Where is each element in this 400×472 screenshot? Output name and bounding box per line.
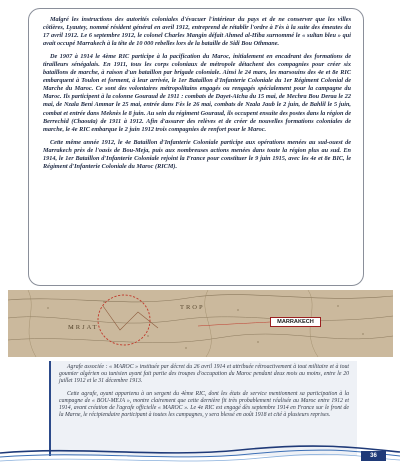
map-label-trop: TROP: [180, 304, 205, 311]
paragraph-3: Cette même année 1912, le 4e Bataillon d'Infanterie Coloniale participe aux opérations menées au sud-ouest de Marrakech près de l'oasis de Bou-Meja, puis aux nombreuses actions menées dans toute la région plus au sud. En 1914, le 1er Bataillon d'Infanterie Coloniale rejoint la France pour constituer le 9 juin 1915, avec les 4e et 8e BIC, le Régiment d'Infanterie Coloniale du Maroc (RICM).: [43, 138, 351, 170]
paragraph-1: Malgré les instructions des autorités coloniales d'évacuer l'intérieur du pays et de ne conserver que les villes côtières, Lyautey, nommé résident général en avril 1912, entreprend de rétablir l'ordre à Fès à la suite des émeutes du 17 avril 1912. Le 6 septembre 1912, le colonel Charles Mangin défait Ahmed al-Hiba surnommé le « sultan bleu » qui avait occupé Marrakech à la tête de 10 000 rebelles lors de la bataille de Sidi Bou Othmane.: [43, 16, 351, 48]
map-excerpt: [8, 290, 393, 357]
map-drawing: [8, 290, 393, 357]
main-text-box: [28, 8, 364, 286]
marrakech-label: MARRAKECH: [270, 317, 321, 327]
note-paragraph-2: Cette agrafe, ayant appartenu à un sergent du 4ème RIC, dont les états de service mentionnent sa participation à la campagne de « BOU-MEJA », montre clairement que cette dernière fit très probablement réalisée au Maroc entre 1912 et 1914, avant création de l'agrafe officielle « MAROC ». Le 4e RIC est engagé dès septembre 1914 en France sur le front de la Marne, le récipiendaire participant à toutes les campagnes, y sera blessé en août 1918 et cité à plusieurs reprises.: [59, 390, 349, 419]
page-footer: [0, 440, 400, 467]
page-number: 36: [361, 451, 386, 461]
map-label-mrjat: MRJAT: [68, 324, 99, 331]
footer-waves: [0, 440, 400, 467]
paragraph-2: De 1907 à 1914 le 4ème RIC participe à la pacification du Maroc, initialement en encadrant des formations de tirailleurs sénégalais. En 1911, tous les corps coloniaux de métropole détachent des compagnies pour créer six bataillons de marche, à raison d'un bataillon par brigade coloniale. Ainsi le 24 mars, les marsouins des 4e et 8e RIC embarquent à Toulon et forment, à leur arrivée, le 1er Bataillon d'Infanterie Coloniale du 1er Régiment Colonial de Marche du Maroc. Ce sont des volontaires métropolitains engagés ou rengagés spécialement pour la campagne du Maroc. Ils participent à la colonne Gouraud de 1911 : combats de Dayet-Aïcha du 15 mai, de Mechra Bou Deraa le 22 mai, de Nzala Beni Ammar le 25 mai, entrée dans Fès le 26 mai, combats de Nzala Jaub le 2 juin, de Bahlil le 5 juin, combat et entrée dans Meknès le 8 juin. Au sein du régiment Gouraud, ils occupent ensuite des postes dans la région de Berrechid (Chaouïa) de 1911 à 1912. Afin d'assurer des relèves et de créer de nouvelles formations coloniales de marche, le 4e RIC embarque le 2 juin 1912 trois compagnies de renfort pour le Maroc.: [43, 53, 351, 133]
note-paragraph-1: Agrafe associée : « MAROC » instituée par décret du 26 avril 1914 et attribuée rétroactivement à tout militaire et à tout goumier algérien ou tunisien ayant fait partie des troupes d'occupation du Maroc pendant deux mois au moins, entre le 20 juillet 1912 et le 31 décembre 1913.: [59, 364, 349, 385]
